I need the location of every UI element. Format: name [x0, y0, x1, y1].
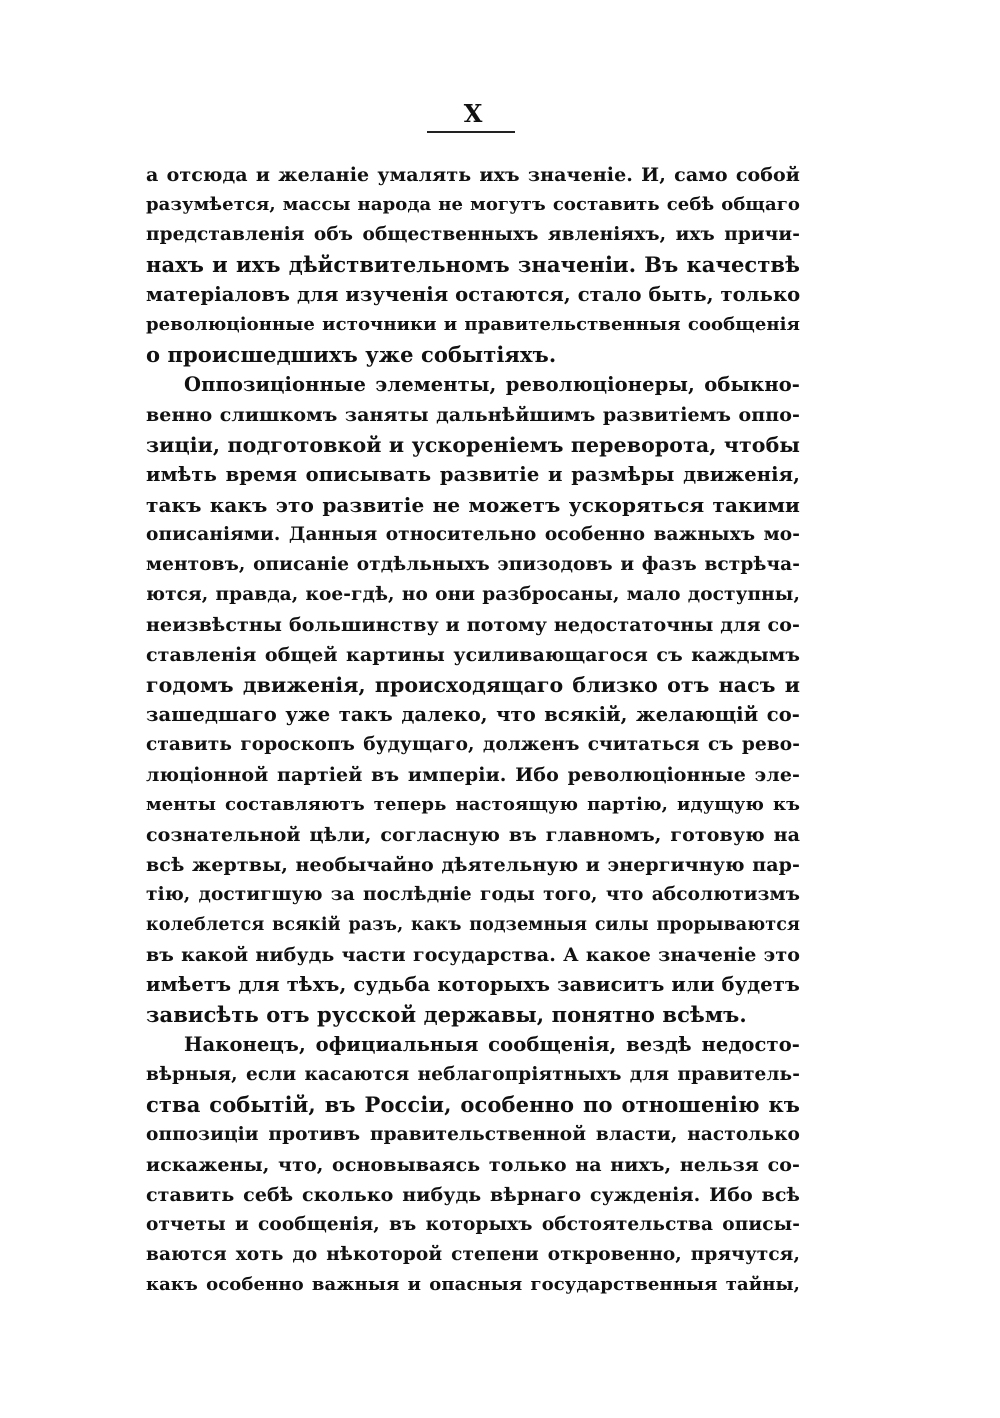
- text-line: колеблется всякій разъ, какъ подземныя силы прорываются: [146, 915, 800, 935]
- text-line: а отсюда и желаніе умалять ихъ значеніе. И, само собой: [146, 164, 800, 186]
- text-line: разумѣется, массы народа не могутъ составить себѣ общаго: [146, 194, 800, 215]
- text-line: ются, правда, кое-гдѣ, но они разбросаны, мало доступны,: [146, 584, 800, 605]
- text-line: описаніями. Данныя относительно особенно важныхъ мо-: [146, 524, 800, 545]
- text-line: неизвѣстны большинству и потому недостаточны для со-: [146, 614, 800, 636]
- text-line: тію, достигшую за послѣдніе годы того, что абсолютизмъ: [146, 884, 800, 905]
- text-line: нахъ и ихъ дѣйствительномъ значеніи. Въ качествѣ: [146, 252, 800, 277]
- text-line: матеріаловъ для изученія остаются, стало быть, только: [146, 283, 801, 306]
- page-number: X: [463, 99, 483, 128]
- text-line: всѣ жертвы, необычайно дѣятельную и энергичную пар-: [146, 854, 800, 876]
- text-line: годомъ движенія, происходящаго близко отъ насъ и: [146, 673, 800, 697]
- text-line: венно слишкомъ заняты дальнѣйшимъ развитіемъ оппо-: [146, 404, 800, 426]
- text-line: ставить гороскопъ будущаго, долженъ считаться съ рево-: [146, 734, 800, 755]
- text-line: ваются хоть до нѣкоторой степени откровенно, прячутся,: [146, 1244, 800, 1265]
- text-line: зависѣть отъ русской державы, понятно всѣмъ.: [146, 1002, 747, 1027]
- text-line: ставленія общей картины усиливающагося съ каждымъ: [146, 644, 800, 666]
- text-line: имѣть время описывать развитіе и размѣры движенія,: [146, 463, 800, 486]
- text-line: представленія объ общественныхъ явленіяхъ, ихъ причи-: [146, 224, 800, 245]
- text-line: Наконецъ, официальныя сообщенія, вездѣ недосто-: [184, 1033, 800, 1056]
- text-line: зиціи, подготовкой и ускореніемъ переворота, чтобы: [146, 433, 800, 457]
- text-line: менты составляютъ теперь настоящую партію, идущую къ: [146, 794, 800, 815]
- text-line: ментовъ, описаніе отдѣльныхъ эпизодовъ и фазъ встрѣча-: [146, 554, 800, 575]
- text-line: люціонной партіей въ имперіи. Ибо революціонные эле-: [146, 764, 800, 786]
- page-number-rule: [427, 131, 515, 133]
- text-line: революціонные источники и правительственныя сообщенія: [146, 314, 800, 335]
- text-line: имѣетъ для тѣхъ, судьба которыхъ зависитъ или будетъ: [146, 973, 800, 996]
- text-line: оппозиціи противъ правительственной власти, настолько: [146, 1124, 800, 1145]
- text-line: зашедшаго уже такъ далеко, что всякій, желающій со-: [146, 703, 800, 726]
- text-line: ства событій, въ Россіи, особенно по отношенію къ: [146, 1092, 800, 1117]
- text-line: отчеты и сообщенія, въ которыхъ обстоятельства описы-: [146, 1214, 800, 1235]
- text-line: ставить себѣ сколько нибудь вѣрнаго сужденія. Ибо всѣ: [146, 1184, 800, 1206]
- text-line: вѣрныя, если касаются неблагопріятныхъ для правитель-: [146, 1064, 800, 1085]
- text-line: о происшедшихъ уже событіяхъ.: [146, 342, 557, 367]
- text-line: такъ какъ это развитіе не можетъ ускоряться такими: [146, 493, 800, 517]
- body-text: [146, 160, 800, 1300]
- text-line: Оппозиціонные элементы, революціонеры, обыкно-: [184, 373, 800, 396]
- text-line: сознательной цѣли, согласную въ главномъ, готовую на: [146, 824, 800, 846]
- text-line: какъ особенно важныя и опасныя государственныя тайны,: [146, 1274, 800, 1295]
- text-line: въ какой нибудь части государства. А какое значеніе это: [146, 944, 800, 966]
- text-line: искажены, что, основываясь только на нихъ, нельзя со-: [146, 1154, 800, 1176]
